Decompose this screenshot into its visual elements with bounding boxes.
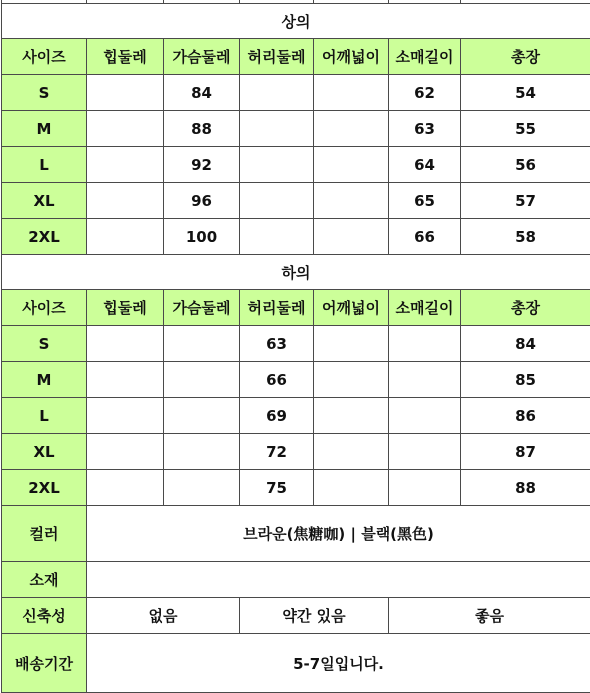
table-cell: 69: [240, 398, 314, 434]
table-row: [2, 75, 590, 111]
table-cell: 87: [461, 434, 590, 470]
stretch-option-slight: 약간 있음: [240, 598, 389, 634]
header-cell: 어깨넓이: [314, 39, 389, 75]
table-cell: 84: [164, 75, 240, 111]
size-label-cell: M: [2, 362, 87, 398]
table-cell: [164, 326, 240, 362]
table-cell: 100: [164, 219, 240, 255]
table-cell: 86: [461, 398, 590, 434]
top-section-title: 상의: [2, 4, 590, 39]
table-cell: [314, 398, 389, 434]
size-label-cell: XL: [2, 183, 87, 219]
table-cell: 63: [389, 111, 461, 147]
header-cell: 소매길이: [389, 39, 461, 75]
table-cell: [314, 183, 389, 219]
table-cell: 72: [240, 434, 314, 470]
color-label: 컬러: [2, 506, 87, 562]
shipping-row: [2, 634, 590, 693]
table-cell: 62: [389, 75, 461, 111]
table-cell: 88: [461, 470, 590, 506]
table-cell: [389, 362, 461, 398]
header-cell: 허리둘레: [240, 39, 314, 75]
table-cell: 63: [240, 326, 314, 362]
table-cell: 66: [389, 219, 461, 255]
size-label-cell: 2XL: [2, 219, 87, 255]
material-label: 소재: [2, 562, 87, 598]
table-cell: [389, 470, 461, 506]
table-cell: 75: [240, 470, 314, 506]
table-cell: [164, 434, 240, 470]
table-cell: [389, 434, 461, 470]
table-cell: [87, 362, 164, 398]
table-cell: 64: [389, 147, 461, 183]
shipping-label: 배송기간: [2, 634, 87, 693]
table-row: [2, 183, 590, 219]
table-cell: [314, 219, 389, 255]
table-cell: [240, 147, 314, 183]
size-label-cell: L: [2, 147, 87, 183]
table-cell: [87, 470, 164, 506]
table-cell: [87, 219, 164, 255]
table-cell: 55: [461, 111, 590, 147]
table-cell: [314, 362, 389, 398]
table-cell: 65: [389, 183, 461, 219]
header-cell: 가슴둘레: [164, 290, 240, 326]
table-cell: [389, 398, 461, 434]
table-cell: [164, 470, 240, 506]
header-cell: 힙둘레: [87, 39, 164, 75]
table-cell: 84: [461, 326, 590, 362]
size-label-cell: L: [2, 398, 87, 434]
table-cell: [314, 434, 389, 470]
header-cell: 총장: [461, 290, 590, 326]
table-cell: [389, 326, 461, 362]
size-label-cell: 2XL: [2, 470, 87, 506]
size-chart-table: [1, 0, 590, 693]
header-cell: 사이즈: [2, 39, 87, 75]
stretch-row: [2, 598, 590, 634]
size-label-cell: S: [2, 75, 87, 111]
table-cell: [314, 147, 389, 183]
table-cell: 85: [461, 362, 590, 398]
table-cell: [87, 398, 164, 434]
table-cell: [164, 362, 240, 398]
table-cell: [87, 326, 164, 362]
top-header-row: [2, 39, 590, 75]
size-label-cell: S: [2, 326, 87, 362]
table-cell: [87, 111, 164, 147]
table-row: [2, 398, 590, 434]
header-cell: 소매길이: [389, 290, 461, 326]
table-cell: 57: [461, 183, 590, 219]
stretch-option-none: 없음: [87, 598, 240, 634]
table-cell: [87, 75, 164, 111]
table-cell: 54: [461, 75, 590, 111]
size-label-cell: M: [2, 111, 87, 147]
stretch-option-good: 좋음: [389, 598, 590, 634]
table-row: [2, 326, 590, 362]
table-row: [2, 147, 590, 183]
header-cell: 사이즈: [2, 290, 87, 326]
table-cell: 96: [164, 183, 240, 219]
table-cell: [314, 75, 389, 111]
bottom-section-title: 하의: [2, 255, 590, 290]
table-row: [2, 111, 590, 147]
table-cell: 92: [164, 147, 240, 183]
table-cell: [240, 219, 314, 255]
header-cell: 어깨넓이: [314, 290, 389, 326]
color-value: 브라운(焦糖咖) | 블랙(黑色): [87, 506, 590, 562]
header-cell: 가슴둘레: [164, 39, 240, 75]
table-cell: [87, 183, 164, 219]
material-value: [87, 562, 590, 598]
table-cell: 88: [164, 111, 240, 147]
table-cell: [240, 183, 314, 219]
table-cell: 56: [461, 147, 590, 183]
table-cell: 58: [461, 219, 590, 255]
table-row: [2, 362, 590, 398]
table-row: [2, 470, 590, 506]
header-cell: 힙둘레: [87, 290, 164, 326]
color-row: [2, 506, 590, 562]
table-cell: [314, 111, 389, 147]
table-row: [2, 434, 590, 470]
header-cell: 총장: [461, 39, 590, 75]
material-row: [2, 562, 590, 598]
table-cell: [314, 326, 389, 362]
stretch-label: 신축성: [2, 598, 87, 634]
header-cell: 허리둘레: [240, 290, 314, 326]
table-cell: 66: [240, 362, 314, 398]
table-cell: [164, 398, 240, 434]
shipping-value: 5-7일입니다.: [87, 634, 590, 693]
table-cell: [314, 470, 389, 506]
table-cell: [87, 434, 164, 470]
table-cell: [240, 75, 314, 111]
table-row: [2, 219, 590, 255]
size-label-cell: XL: [2, 434, 87, 470]
bottom-header-row: [2, 290, 590, 326]
table-cell: [87, 147, 164, 183]
table-cell: [240, 111, 314, 147]
